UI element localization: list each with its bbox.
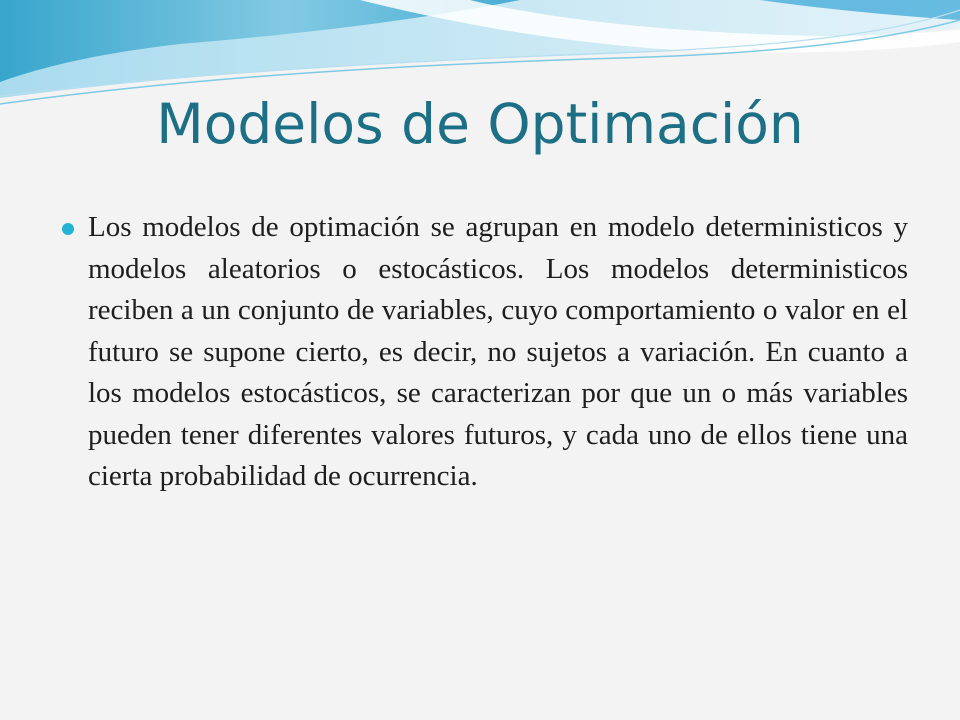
slide-title: Modelos de Optimación (156, 92, 804, 156)
bullet-paragraph: Los modelos de optimación se agrupan en modelo deterministicos y modelos aleatorios o estocásticos. Los modelos deterministicos reciben a un conjunto de variables, cuyo comportamiento o valor en el futuro se supone cierto, es decir, no sujetos a variación. En cuanto a los modelos estocásticos, se caracterizan por que un o más variables pueden tener diferentes valores futuros, y cada uno de ellos tiene una cierta probabilidad de ocurrencia. (88, 211, 908, 492)
bullet-dot (62, 223, 74, 235)
body-content (88, 207, 908, 498)
